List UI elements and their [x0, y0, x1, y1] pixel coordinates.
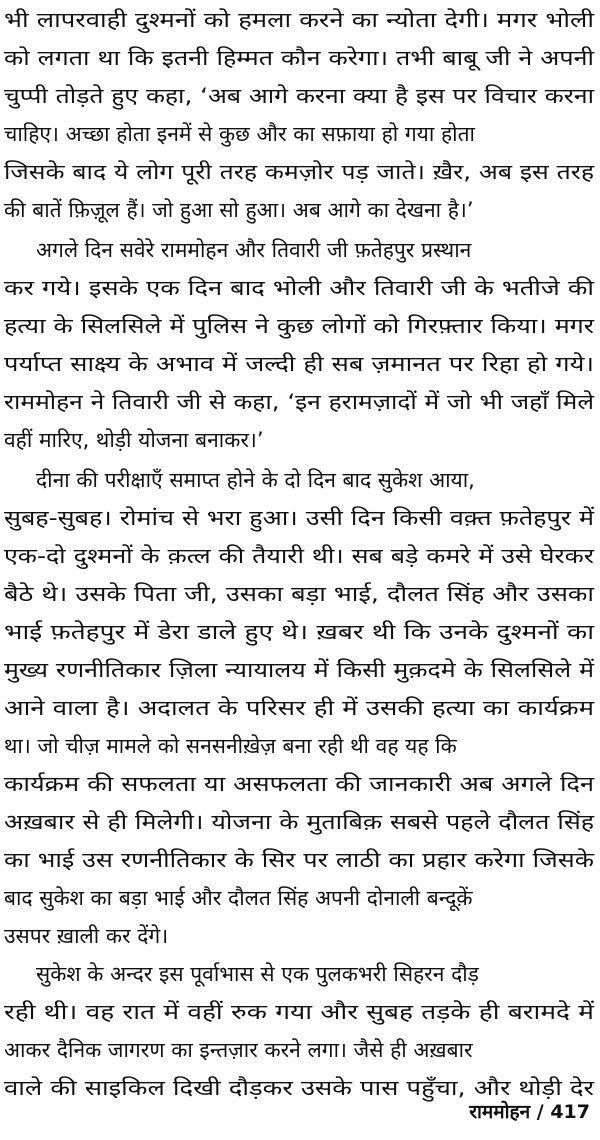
- text-line: सुकेश के अन्दर इस पूर्वाभास से एक पुलकभरी सिहरन दौड़: [36, 962, 479, 986]
- text-line: सुबह-सुबह। रोमांच से भरा हुआ। उसी दिन किसी वक़्त फ़तेहपुर में: [4, 506, 594, 530]
- text-line: रही थी। वह रात में वहीं रुक गया और सुबह तड़के ही बरामदे में: [4, 1000, 594, 1024]
- text-line: जिसके बाद ये लोग पूरी तरह कमज़ोर पड़ जाते। ख़ैर, अब इस तरह: [4, 160, 594, 184]
- text-line: वहीं मारिए, थोड़ी योजना बनाकर।’: [4, 428, 264, 452]
- text-line: एक-दो दुश्मनों के क़त्ल की तैयारी थी। सब बड़े कमरे में उसे घेरकर: [4, 544, 594, 568]
- text-line: वाले की साइकिल दिखी दौड़कर उसके पास पहुँचा, और थोड़ी देर: [4, 1076, 594, 1100]
- text-line: अगले दिन सवेरे राममोहन और तिवारी जी फ़तेहपुर प्रस्थान: [36, 238, 472, 262]
- text-line: उसपर ख़ाली कर देंगे।: [4, 924, 169, 948]
- text-line: चुप्पी तोड़ते हुए कहा, ‘अब आगे करना क्या है इस पर विचार करना: [4, 84, 594, 108]
- text-line: कार्यक्रम की सफलता या असफलता की जानकारी अब अगले दिन: [4, 772, 594, 796]
- text-line: बैठे थे। उसके पिता जी, उसका बड़ा भाई, दौलत सिंह और उसका: [4, 582, 594, 606]
- text-line: की बातें फ़िज़ूल हैं। जो हुआ सो हुआ। अब आगे का देखना है।’: [4, 198, 474, 222]
- text-line: को लगता था कि इतनी हिम्मत कौन करेगा। तभी बाबू जी ने अपनी: [4, 46, 594, 70]
- text-line: था। जो चीज़ मामले को सनसनीख़ेज़ बना रही थी वह यह कि: [4, 734, 457, 758]
- text-line: पर्याप्त साक्ष्य के अभाव में जल्दी ही सब ज़मानत पर रिहा हो गये।: [4, 352, 594, 376]
- text-line: भाई फ़तेहपुर में डेरा डाले हुए थे। ख़बर थी कि उनके दुश्मनों का: [4, 620, 594, 644]
- text-line: आकर दैनिक जागरण का इन्तज़ार करने लगा। जैसे ही अख़बार: [4, 1038, 473, 1062]
- text-line: चाहिए। अच्छा होता इनमें से कुछ और का सफ़ाया हो गया होता: [4, 122, 475, 146]
- text-line: आने वाला है। अदालत के परिसर ही में उसकी हत्या का कार्यक्रम: [4, 696, 594, 720]
- text-line: अख़बार से ही मिलेगी। योजना के मुताबिक़ सबसे पहले दौलत सिंह: [4, 810, 594, 834]
- text-line: हत्या के सिलसिले में पुलिस ने कुछ लोगों को गिरफ़्तार किया। मगर: [4, 314, 594, 338]
- text-line: कर गये। इसके एक दिन बाद भोली और तिवारी जी के भतीजे की: [4, 276, 594, 300]
- text-line: मुख्य रणनीतिकार ज़िला न्यायालय में किसी मुक़दमे के सिलसिले में: [4, 658, 594, 682]
- page-footer: राममोहन / 417: [469, 1101, 590, 1123]
- text-line: बाद सुकेश का बड़ा भाई और दौलत सिंह अपनी दोनाली बन्दूक़ें: [4, 886, 473, 910]
- text-line: दीना की परीक्षाएँ समाप्त होने के दो दिन बाद सुकेश आया,: [36, 468, 475, 492]
- text-line: का भाई उस रणनीतिकार के सिर पर लाठी का प्रहार करेगा जिसके: [4, 848, 594, 872]
- text-line: राममोहन ने तिवारी जी से कहा, ‘इन हरामज़ादों में जो भी जहाँ मिले: [4, 390, 594, 414]
- text-line: भी लापरवाही दुश्मनों को हमला करने का न्योता देगी। मगर भोली: [4, 8, 594, 32]
